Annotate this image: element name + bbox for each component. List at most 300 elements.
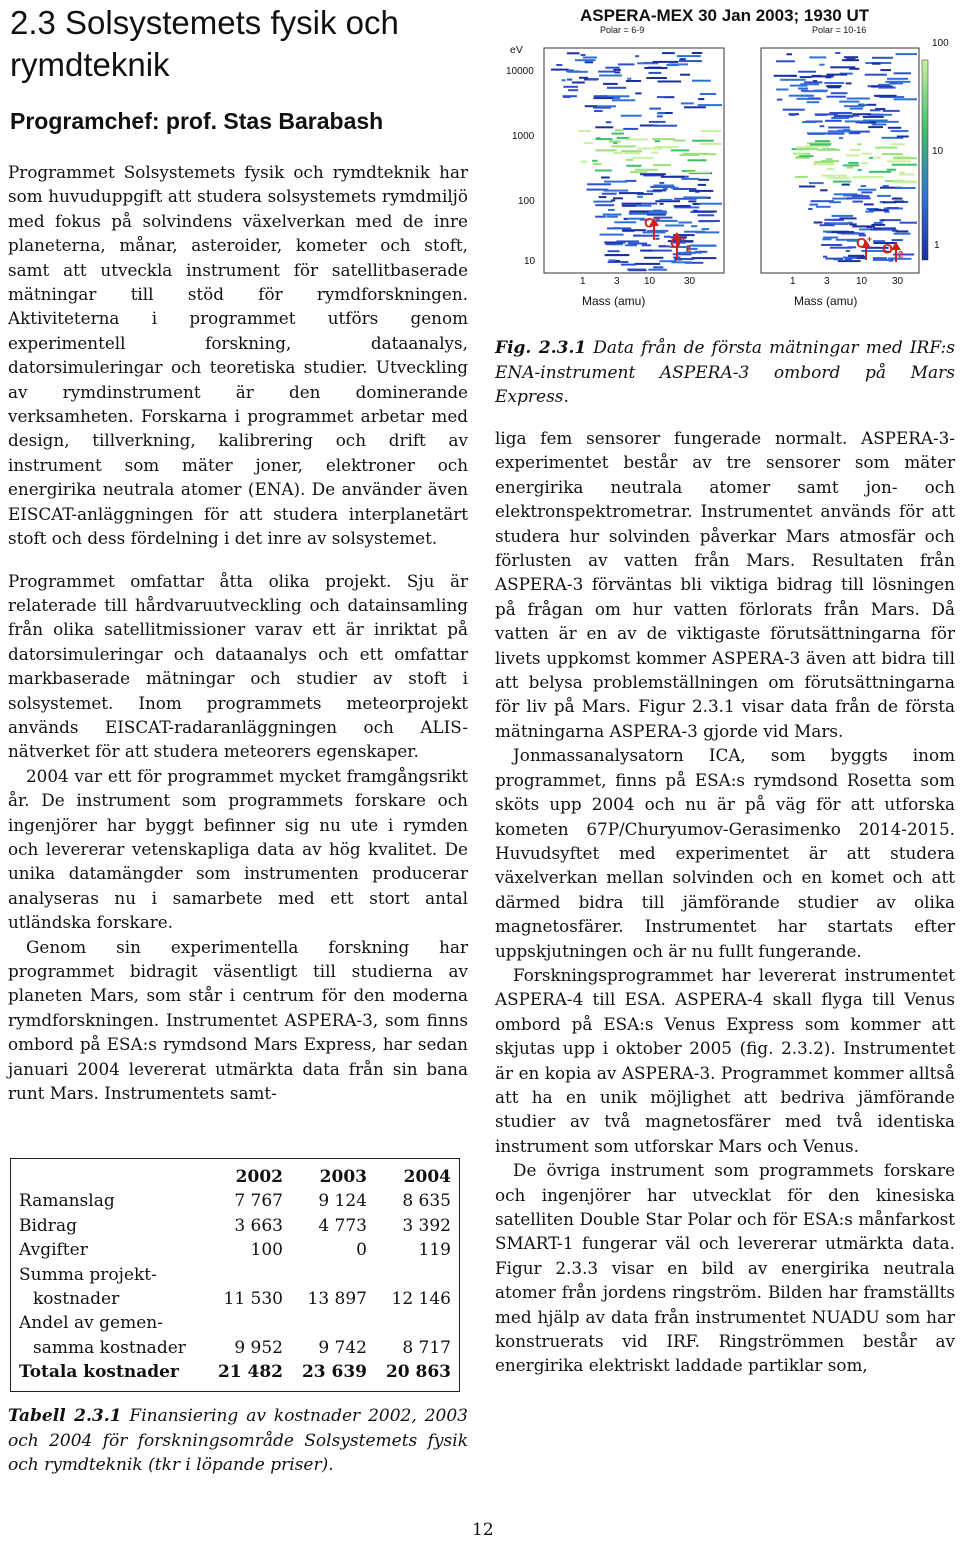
spectrum-pixel — [700, 143, 722, 145]
spectrum-pixel — [637, 196, 643, 198]
x-tick: 30 — [684, 276, 696, 287]
spectrum-pixel — [818, 149, 841, 151]
spectrum-pixel — [900, 222, 917, 224]
figure-caption-label: Fig. 2.3.1 — [495, 338, 587, 358]
cell: 9 952 — [234, 1337, 283, 1358]
spectrum-pixel — [679, 58, 686, 60]
spectrum-pixel — [870, 109, 881, 111]
spectrum-pixel — [864, 203, 874, 205]
spectrum-pixel — [848, 162, 858, 164]
spectrum-pixel — [882, 153, 903, 155]
spectrum-pixel — [835, 115, 859, 117]
spectrum-pixel — [621, 264, 636, 266]
spectrum-pixel — [872, 63, 880, 65]
spectrum-pixel — [835, 52, 840, 54]
spectrum-pixel — [863, 176, 883, 178]
spectrum-pixel — [613, 142, 617, 144]
spectrum-pixel — [894, 72, 911, 74]
spectrum-pixel — [658, 81, 682, 83]
spectrum-pixel — [688, 200, 696, 202]
y-tick: 100 — [518, 196, 535, 207]
spectrum-pixel — [692, 140, 714, 142]
spectrum-pixel — [850, 149, 860, 151]
spectrum-pixel — [659, 182, 664, 184]
spectrum-pixel — [842, 59, 859, 61]
spectrum-pixel — [888, 127, 901, 129]
spectrum-pixel — [614, 227, 619, 229]
spectrum-pixel — [698, 104, 722, 106]
spectrum-pixel — [826, 96, 845, 98]
spectrum-pixel — [611, 145, 636, 147]
spectrum-pixel — [790, 75, 797, 77]
row-label-cont: samma kostnader — [33, 1337, 186, 1358]
spectrum-pixel — [595, 216, 606, 218]
paragraph: liga fem sensorer fungerade normalt. ASPERA-3-experimentet består av tre sensorer som mäter energirika neutrala atomer samt jon- och elektronspektrometrar. Instrumentet används för att studera hur solvinden påverkar Mars atmosfär och förlusten av vatten från Mars. Resultaten från ASPERA-3 förväntas bli viktiga bidrag till lösningen på frågan om hur vatten förlorats från Mars. Då vatten är en av de viktigaste förutsättningarna för livets uppkomst kommer ASPERA-3 även att bidra till att belysa problemställningen om förutsättningarna för liv på Mars. Figur 2.3.1 visar data från de första mätningarna ASPERA-3 gjorde vid Mars. — [495, 428, 955, 741]
ion-label-o2-plus: $O^+_2$ — [882, 240, 904, 260]
spectrum-pixel — [593, 201, 613, 203]
polar-label-left: Polar = 6-9 — [600, 25, 645, 35]
spectrum-pixel — [807, 101, 820, 103]
spectrum-pixel — [899, 174, 914, 176]
spectrum-pixel — [702, 228, 709, 230]
spectrum-pixel — [869, 171, 891, 173]
x-tick: 3 — [824, 276, 830, 287]
spectrum-pixel — [831, 117, 849, 119]
spectrum-pixel — [699, 203, 723, 205]
spectrum-pixel — [689, 190, 713, 192]
spectrum-pixel — [604, 95, 630, 97]
y-tick: 1000 — [512, 131, 535, 142]
x-tick: 10 — [644, 276, 656, 287]
spectrum-pixel — [608, 250, 620, 252]
spectrum-pixel — [625, 244, 637, 246]
spectrum-pixel — [866, 226, 872, 228]
spectrum-pixel — [814, 90, 828, 92]
spectrum-pixel — [644, 257, 664, 259]
spectrum-pixel — [874, 209, 882, 211]
cell: 23 639 — [301, 1362, 367, 1383]
spectrum-pixel — [783, 109, 805, 111]
spectrum-pixel — [626, 165, 641, 167]
spectrum-pixel — [649, 210, 667, 212]
spectrum-pixel — [838, 260, 861, 262]
spectrum-pixel — [852, 195, 870, 197]
x-tick: 1 — [580, 276, 586, 287]
spectrum-pixel — [671, 187, 679, 189]
table-caption — [8, 1404, 468, 1478]
spectrum-pixel — [823, 256, 827, 258]
spectrum-pixel — [839, 217, 856, 219]
spectrum-pixel — [839, 101, 859, 103]
spectrum-pixel — [839, 137, 843, 139]
table-row — [19, 1238, 451, 1262]
spectrum-pixel — [612, 133, 625, 135]
spectrum-pixel — [869, 157, 873, 159]
spectrum-pixel — [846, 154, 860, 156]
spectrum-pixel — [813, 163, 835, 165]
row-label: Ramanslag — [19, 1191, 115, 1212]
table-row — [19, 1263, 451, 1287]
spectrum-pixel — [694, 211, 717, 213]
spectrum-pixel — [614, 221, 636, 223]
aspera-figure — [494, 0, 956, 320]
spectrum-pixel — [613, 197, 623, 199]
spectrum-pixel — [673, 140, 685, 142]
spectrum-pixel — [575, 59, 596, 61]
spectrum-pixel — [829, 201, 841, 203]
table-row — [19, 1336, 451, 1360]
spectrum-pixel — [894, 98, 917, 100]
spectrum-pixel — [866, 104, 876, 106]
cell: 12 146 — [391, 1289, 451, 1310]
spectrum-pixel — [872, 57, 893, 59]
spectrum-pixel — [798, 71, 816, 73]
spectrum-pixel — [604, 181, 627, 183]
spectrum-pixel — [847, 167, 853, 169]
table-row-total — [19, 1360, 451, 1384]
table-header-year: 2002 — [235, 1167, 283, 1187]
table-row — [19, 1214, 451, 1238]
spectrum-pixel — [623, 128, 638, 130]
spectrum-pixel — [799, 155, 814, 157]
spectrum-pixel — [605, 67, 619, 69]
spectrum-pixel — [607, 216, 618, 218]
spectrum-pixel — [567, 79, 572, 81]
spectrum-pixel — [776, 60, 795, 62]
spectrum-pixel — [653, 266, 663, 268]
spectrum-pixel — [687, 171, 711, 173]
spectrum-pixel — [701, 130, 721, 132]
spectrum-pixel — [887, 169, 896, 171]
cell: 4 773 — [318, 1215, 367, 1236]
spectrum-pixel — [681, 178, 699, 180]
spectrum-pixel — [798, 88, 808, 90]
table-header-year: 2003 — [319, 1167, 367, 1187]
spectrum-pixel — [678, 222, 692, 224]
section-title: 2.3 Solsystemets fysik och rymdteknik — [10, 4, 399, 83]
spectrum-pixel — [613, 152, 623, 154]
spectrum-pixel — [602, 193, 617, 195]
spectrum-pixel — [820, 189, 827, 191]
spectrum-pixel — [611, 199, 615, 201]
spectrum-pixel — [663, 188, 668, 190]
spectrum-pixel — [684, 106, 706, 108]
spectrum-pixel — [808, 208, 812, 210]
spectrum-pixel — [830, 247, 852, 249]
spectrum-pixel — [843, 164, 859, 166]
paragraph: Programmet omfattar åtta olika projekt. Sju är relaterade till hårdvaruutveckling och datainsamling från olika satellitmissioner varav ett är inriktat på datorsimuleringar och dataanalys och ett omfattar markbaserade mätningar och studier av stoft i solsystemet. Inom programmets meteorprojekt används EISCAT-radaranläggningen och ALIS-nätverket för att studera meteorers egenskaper. — [8, 570, 468, 762]
y-tick: 10 — [524, 256, 536, 267]
spectrum-pixel — [671, 261, 691, 263]
spectrum-pixel — [603, 83, 618, 85]
spectrum-pixel — [551, 69, 569, 71]
spectrum-pixel — [819, 64, 824, 66]
figure-title: ASPERA-MEX 30 Jan 2003; 1930 UT — [580, 6, 870, 25]
spectrum-pixel — [874, 157, 880, 159]
spectrum-pixel — [581, 54, 586, 56]
spectrum-pixel — [583, 57, 597, 59]
spectrum-pixel — [702, 153, 716, 155]
right-column — [495, 426, 955, 1378]
spectrum-pixel — [826, 85, 841, 87]
spectrum-pixel — [777, 99, 782, 101]
spectrum-pixel — [825, 258, 843, 260]
spectrum-pixel — [892, 164, 917, 166]
x-axis-label-left: Mass (amu) — [582, 294, 646, 308]
spectrum-pixel — [802, 121, 816, 123]
spectrum-pixel — [833, 181, 851, 183]
cell: 8 717 — [402, 1337, 451, 1358]
spectrum-pixel — [895, 187, 916, 189]
spectrum-pixel — [595, 204, 614, 206]
spectrum-pixel — [593, 163, 602, 165]
spectrum-pixel — [809, 204, 818, 206]
spectrum-pixel — [698, 214, 715, 216]
spectrum-pixel — [634, 235, 660, 237]
left-column — [8, 160, 468, 1105]
spectrum-pixel — [878, 84, 890, 86]
spectrum-pixel — [585, 61, 593, 63]
spectrum-pixel — [630, 171, 647, 173]
spectrum-pixel — [581, 161, 587, 163]
spectrum-pixel — [700, 220, 720, 222]
spectrum-pixel — [556, 64, 562, 66]
spectrum-pixel — [648, 269, 667, 271]
spectrum-pixel — [587, 183, 611, 185]
spectrum-pixel — [671, 149, 689, 151]
spectrum-pixel — [585, 105, 597, 107]
financing-table — [10, 1158, 460, 1392]
spectrum-pixel — [891, 130, 909, 132]
spectrum-pixel — [823, 237, 838, 239]
spectrum-pixel — [568, 89, 578, 91]
spectrum-pixel — [857, 143, 861, 145]
spectrum-pixel — [665, 225, 684, 227]
spectrum-pixel — [800, 76, 812, 78]
spectrum-pixel — [653, 164, 671, 166]
spectrum-pixel — [804, 81, 823, 83]
spectrum-pixel — [698, 179, 709, 181]
spectrum-pixel — [846, 250, 850, 252]
spectrum-pixel — [661, 176, 685, 178]
spectrum-pixel — [655, 146, 679, 148]
spectrum-pixel — [654, 125, 677, 127]
row-label: Totala kostnader — [19, 1362, 179, 1383]
ion-symbol: O — [644, 214, 655, 231]
spectrum-pixel — [649, 72, 662, 74]
spectrum-pixel — [621, 115, 642, 117]
spectrum-pixel — [691, 225, 697, 227]
spectrum-pixel — [692, 52, 702, 54]
spectrum-pixel — [821, 244, 842, 246]
spectrum-pixel — [601, 177, 610, 179]
spectrum-pixel — [635, 55, 639, 57]
spectrum-pixel — [826, 158, 833, 160]
spectrum-pixel — [679, 60, 702, 62]
spectrum-pixel — [649, 108, 661, 110]
spectrum-pixel — [868, 126, 883, 128]
spectrum-pixel — [657, 96, 666, 98]
spectrum-pixel — [600, 234, 624, 236]
spectrum-pixel — [822, 238, 831, 240]
spectrum-pixel — [595, 126, 613, 128]
spectrum-pixel — [790, 85, 808, 87]
table-row — [19, 1311, 451, 1335]
spectrum-pixel — [858, 189, 876, 191]
spectrum-pixel — [887, 160, 911, 162]
spectrum-pixel — [596, 105, 616, 107]
spectrum-pixel — [598, 71, 616, 73]
spectrum-pixel — [607, 87, 626, 89]
cell: 3 392 — [402, 1215, 451, 1236]
paragraph: Jonmassanalysatorn ICA, som byggts inom programmet, finns på ESA:s rymdsond Rosetta som sköts upp 2004 och nu är på väg för att utforska kometen 67P/Churyumov-Gerasimenko 2014-2015. Huvudsyftet med experimentet är att studera växelverkan mellan solvinden och en komet och att därmed bidra till jämförande studier av olika magnetosfärer. Instrumentet har startats efter uppskjutningen och är nu fullt fungerande. — [495, 745, 955, 961]
spectrum-pixel — [579, 77, 588, 79]
spectrum-pixel — [875, 147, 897, 149]
spectrum-pixel — [698, 98, 704, 100]
spectrum-pixel — [861, 162, 868, 164]
spectrum-pixel — [894, 233, 911, 235]
spectrum-pixel — [690, 245, 716, 247]
spectrum-pixel — [808, 97, 820, 99]
table-caption-label: Tabell 2.3.1 — [8, 1406, 122, 1426]
spectrum-pixel — [846, 197, 871, 199]
spectrum-pixel — [652, 138, 675, 140]
spectrum-pixel — [879, 87, 896, 89]
spectrum-pixel — [634, 205, 652, 207]
spectrum-pixel — [655, 140, 660, 142]
spectrum-pixel — [635, 92, 641, 94]
spectrum-pixel — [814, 222, 823, 224]
spectrum-pixel — [627, 218, 645, 220]
spectrum-pixel — [572, 82, 585, 84]
spectrum-pixel — [872, 114, 892, 116]
spectrum-pixel — [827, 177, 851, 179]
spectrum-pixel — [622, 229, 646, 231]
cell: 11 530 — [223, 1289, 283, 1310]
cell: 0 — [356, 1240, 367, 1261]
spectrum-pixel — [609, 259, 616, 261]
ion-label-o-plus: O+ — [644, 214, 661, 231]
x-tick: 3 — [614, 276, 620, 287]
spectrum-pixel — [646, 77, 667, 79]
spectrum-pixel — [626, 80, 641, 82]
spectrum-pixel — [796, 148, 818, 150]
spectrum-pixel — [816, 206, 831, 208]
mass-spectra-image — [494, 0, 956, 320]
spectrum-pixel — [874, 95, 896, 97]
spectrum-pixel — [862, 153, 872, 155]
spectrum-pixel — [814, 161, 833, 163]
spectrum-pixel — [660, 199, 673, 201]
ion-label-o-plus: O+ — [856, 234, 873, 251]
spectrum-pixel — [887, 78, 908, 80]
table-header-year: 2004 — [403, 1167, 451, 1187]
spectrum-pixel — [891, 143, 905, 145]
spectrum-pixel — [825, 120, 842, 122]
spectrum-pixel — [874, 222, 883, 224]
spectrum-pixel — [566, 70, 579, 72]
row-label: Avgifter — [19, 1240, 88, 1261]
spectrum-pixel — [683, 196, 707, 198]
page-number: 12 — [472, 1520, 494, 1540]
spectrum-pixel — [678, 258, 694, 260]
spectrum-pixel — [640, 250, 652, 252]
cell: 119 — [418, 1240, 451, 1261]
spectrum-pixel — [608, 209, 615, 211]
spectrum-pixel — [847, 98, 870, 100]
spectrum-pixel — [616, 240, 639, 242]
spectrum-pixel — [865, 211, 874, 213]
spectrum-pixel — [882, 219, 901, 221]
spectrum-pixel — [587, 78, 599, 80]
spectrum-pixel — [595, 170, 612, 172]
spectrum-pixel — [662, 52, 675, 54]
colorbar-tick: 1 — [934, 240, 940, 251]
spectrum-pixel — [831, 224, 835, 226]
program-head: Programchef: prof. Stas Barabash — [10, 108, 384, 134]
ion-label-o2-plus: $O^+_2$ — [670, 234, 692, 254]
spectrum-pixel — [613, 97, 620, 99]
spectrum-pixel — [828, 127, 850, 129]
spectrum-pixel — [627, 269, 645, 271]
table-row — [19, 1189, 451, 1213]
y-tick: 10000 — [506, 66, 534, 77]
table-row — [19, 1287, 451, 1311]
spectrum-pixel — [861, 191, 872, 193]
spectrum-pixel — [691, 257, 716, 259]
spectrum-pixel — [857, 257, 866, 259]
spectrum-pixel — [563, 86, 578, 88]
spectrum-pixel — [649, 121, 666, 123]
spectrum-pixel — [692, 80, 711, 82]
spectrum-pixel — [622, 203, 642, 205]
figure-caption-text: Data från de första mätningar med IRF:s ENA-instrument ASPERA-3 ombord på Mars Express. — [495, 338, 955, 407]
spectrum-pixel — [832, 231, 855, 233]
spectrum-pixel — [871, 224, 885, 226]
spectrum-pixel — [848, 222, 852, 224]
spectrum-pixel — [615, 129, 623, 131]
spectrum-pixel — [596, 137, 600, 139]
spectrum-pixel — [700, 93, 716, 95]
polar-label-right: Polar = 10-16 — [812, 25, 867, 35]
spectrum-pixel — [894, 181, 917, 183]
spectrum-pixel — [826, 74, 847, 76]
spectrum-pixel — [880, 69, 891, 71]
spectrum-pixel — [874, 121, 899, 123]
spectrum-pixel — [827, 168, 835, 170]
spectrum-pixel — [660, 203, 664, 205]
spectrum-pixel — [894, 201, 904, 203]
spectrum-pixel — [810, 144, 831, 146]
spectrum-pixel — [651, 152, 658, 154]
spectrum-pixel — [640, 173, 666, 175]
spectrum-pixel — [563, 96, 570, 98]
spectrum-pixel — [609, 140, 621, 142]
spectrum-pixel — [599, 196, 607, 198]
spectrum-pixel — [684, 231, 705, 233]
spectrum-pixel — [786, 53, 792, 55]
ion-symbol: O — [670, 234, 681, 251]
spectrum-pixel — [848, 255, 864, 257]
spectrum-pixel — [680, 74, 690, 76]
spectrum-pixel — [885, 81, 910, 83]
spectrum-pixel — [592, 160, 598, 162]
cell: 3 663 — [234, 1215, 283, 1236]
spectrum-pixel — [677, 55, 701, 57]
spectrum-pixel — [594, 95, 608, 97]
spectrum-pixel — [820, 125, 825, 127]
spectrum-pixel — [678, 205, 689, 207]
